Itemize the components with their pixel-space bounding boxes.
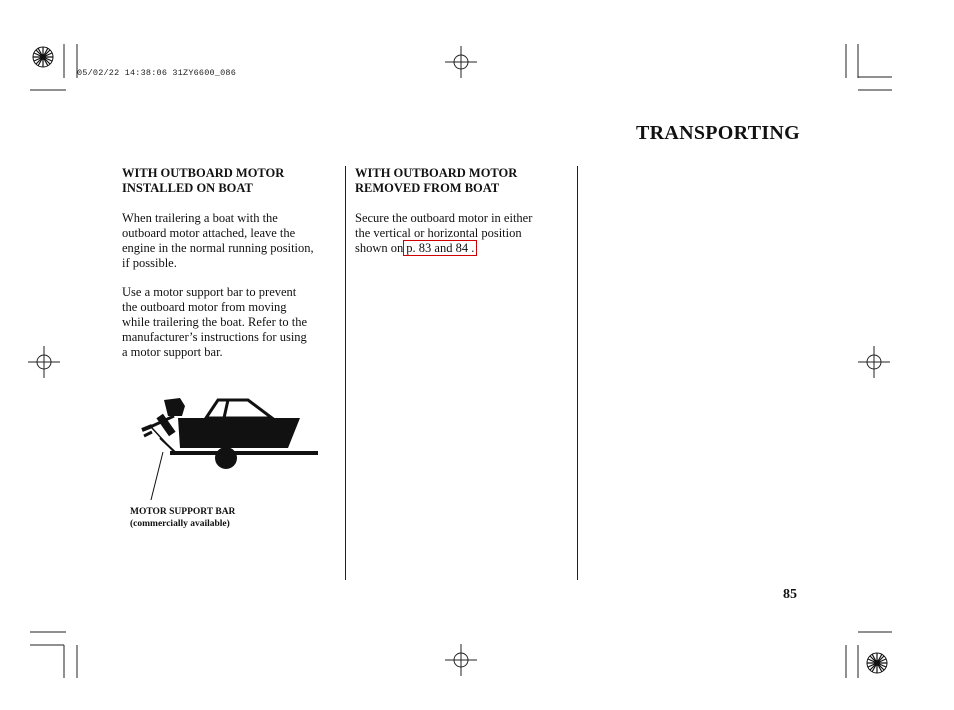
text-line: Use a motor support bar to prevent (122, 285, 297, 299)
text-line: the outboard motor from moving (122, 300, 287, 314)
page-reference-link[interactable]: p. 83 and 84 . (403, 240, 477, 256)
right-heading (355, 166, 570, 196)
caption-line1: MOTOR SUPPORT BAR (130, 507, 236, 517)
page-number: 85 (783, 587, 797, 602)
text-line: outboard motor attached, leave the (122, 226, 296, 240)
column-divider-right (577, 166, 578, 580)
boat-trailer-illustration (130, 390, 330, 500)
text-line: a motor support bar. (122, 345, 223, 359)
text-line: manufacturer’s instructions for using (122, 330, 307, 344)
figure-caption (130, 506, 235, 530)
left-para-2 (122, 285, 344, 360)
text-line: When trailering a boat with the (122, 211, 278, 225)
text-line (355, 241, 570, 256)
left-para-1 (122, 211, 344, 271)
section-title: TRANSPORTING (636, 122, 801, 144)
text-line: engine in the normal running position, (122, 241, 314, 255)
print-stamp: 05/02/22 14:38:06 31ZY6600_086 (77, 68, 237, 78)
right-para (355, 211, 570, 256)
text-line: Secure the outboard motor in either (355, 211, 533, 225)
text-prefix: shown on (355, 241, 404, 255)
left-heading-line2: INSTALLED ON BOAT (122, 181, 253, 195)
right-heading-line2: REMOVED FROM BOAT (355, 181, 500, 195)
right-heading-line1: WITH OUTBOARD MOTOR (355, 166, 518, 180)
left-heading-line1: WITH OUTBOARD MOTOR (122, 166, 285, 180)
caption-line2: (commercially available) (130, 519, 230, 529)
text-line: the vertical or horizontal position (355, 226, 522, 240)
column-divider-left (345, 166, 346, 580)
left-heading (122, 166, 344, 196)
text-line: if possible. (122, 256, 177, 270)
text-line: while trailering the boat. Refer to the (122, 315, 308, 329)
